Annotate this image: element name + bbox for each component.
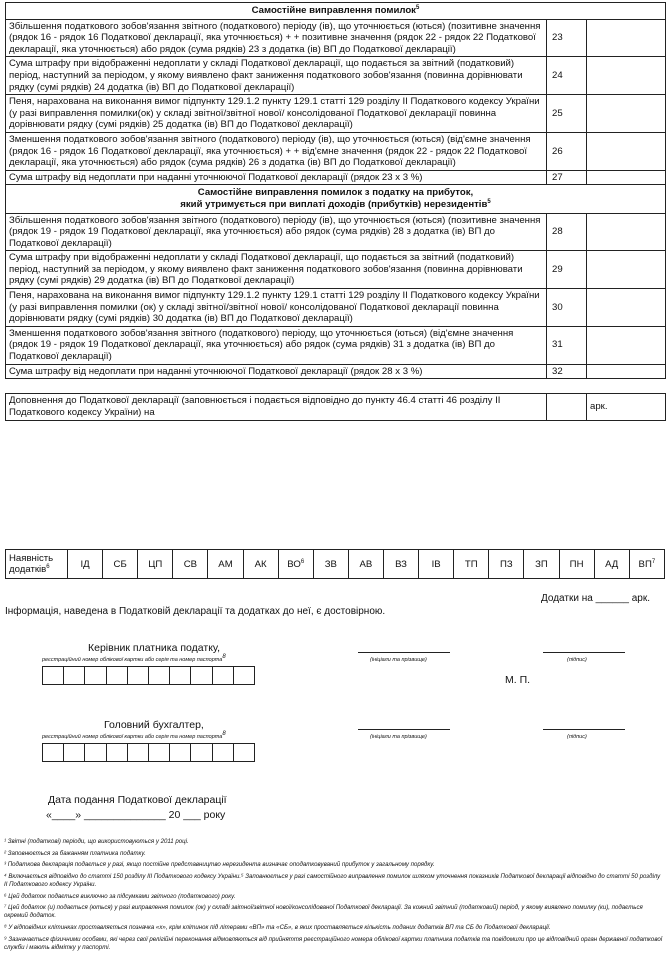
footnote-ref: 5 — [416, 4, 420, 11]
row-code: 24 — [547, 57, 587, 95]
row-value-cell[interactable] — [587, 364, 666, 379]
footnote: ¹ Звітні (податкові) періоди, що використовуються у 2011 році. — [4, 838, 189, 845]
addition-code-label: СБ — [113, 558, 127, 570]
footnote-ref: 6 — [300, 558, 305, 565]
section-header-nonresident — [6, 185, 666, 213]
submission-date-label: Дата подання Податкової декларації — [48, 794, 227, 806]
declaration-table — [5, 2, 666, 421]
footnote: ⁷ Цей додаток (и) подається (ються) у разі виправлення помилок (ок) у складі звітної/звітної нової/консолідованої Податкової декларації. За кожний звітний (податковий) період, у якому виявлено помилку (ки), подається окремий додаток. — [4, 904, 643, 920]
row-description: Сума штрафу при відображенні недоплати у складі Податкової декларації, що подається за звітний (податковий) період, наступний за періодом, у якому виявлено факт заниження податкового зобов'язання (повинна дорівнювати рядку (сумі рядків) 24 додатка (ів) ВП до Податкової декларації) — [6, 57, 547, 95]
accountant-id-note: реєстраційний номер облікової картки або серія та номер паспорта$^8$ — [42, 731, 226, 740]
row-code: 25 — [547, 95, 587, 133]
row-code: 32 — [547, 364, 587, 379]
additions-header-line2: додатків — [9, 564, 47, 575]
row-code: 29 — [547, 251, 587, 289]
accountant-initials-label: (ініціали та прізвище) — [370, 734, 427, 740]
head-id-note: реєстраційний номер облікової картки або серія та номер паспорта$^8$ — [42, 654, 226, 663]
section-title-line1: Самостійне виправлення помилок з податку на прибуток, — [197, 187, 474, 199]
addition-code-ІВ[interactable] — [419, 550, 454, 579]
footnote-ref: 6 — [46, 563, 50, 570]
table-row — [6, 95, 666, 133]
addition-code-ВЗ[interactable] — [383, 550, 418, 579]
addition-code-АВ[interactable] — [348, 550, 383, 579]
additions-sheets-count: Додатки на ______ арк. — [541, 593, 651, 604]
section-title-line2: який утримується при виплаті доходів (прибутків) нерезидентів — [180, 198, 488, 210]
addition-code-label: ЦП — [148, 558, 163, 570]
row-value-cell[interactable] — [587, 326, 666, 364]
supplements-unit: арк. — [587, 394, 666, 421]
accuracy-statement: Інформація, наведена в Податковій декларації та додатках до неї, є достовірною. — [5, 606, 386, 617]
table-row — [6, 19, 666, 57]
addition-code-label: СВ — [183, 558, 198, 570]
addition-code-ІД[interactable] — [68, 550, 103, 579]
spacer-row — [6, 379, 666, 394]
row-code: 26 — [547, 132, 587, 170]
addition-code-АМ[interactable] — [208, 550, 243, 579]
row-code: 27 — [547, 170, 587, 185]
addition-code-label: ІВ — [431, 558, 441, 570]
addition-code-label: ТП — [464, 558, 478, 570]
additions-header — [6, 550, 68, 579]
row-value-cell[interactable] — [587, 95, 666, 133]
footnote: ³ Податкова декларація подається у разі, якщо постійне представництво нерезидента визначає оподатковуваний прибуток у загальному порядку. — [4, 861, 435, 869]
footnote: ⁹ Зазначається фізичними особами, які через свої релігійні переконання відмовляються від прийняття реєстраційного номера облікової картки платника податків та повідомили про це відповідний орган державної податкової служби і мають відмітку у паспорті. — [4, 935, 663, 951]
row-description: Пеня, нарахована на виконання вимог підпункту 129.1.2 пункту 129.1 статті 129 розділу ІІ Податкового кодексу України (у разі виправлення помилки(ок) у складі звітної/звітної нової/ консолідованої Податкової декларації повинна дорівнювати рядку (сумі рядків) 25 додатка (ів) ВП до Податкової декларації) — [6, 95, 547, 133]
row-value-cell[interactable] — [587, 251, 666, 289]
row-code: 31 — [547, 326, 587, 364]
row-code: 28 — [547, 213, 587, 251]
head-initials-line[interactable] — [358, 652, 450, 653]
row-value-cell[interactable] — [587, 213, 666, 251]
row-value-cell[interactable] — [587, 170, 666, 185]
addition-code-ЗВ[interactable] — [313, 550, 348, 579]
table-row — [6, 213, 666, 251]
footnote: ⁴ Включається відповідно до статті 150 розділу ІІІ Податкового кодексу України.⁵ Заповнюється у разі самостійного виправлення помилок шляхом уточнення показників Податкової декларації відповідно до статті 50 розділу ІІ Податкового кодексу України. — [4, 872, 661, 888]
addition-code-СБ[interactable] — [103, 550, 138, 579]
supplements-row — [6, 394, 666, 421]
head-signature-label: (підпис) — [567, 657, 587, 663]
head-id-boxes[interactable] — [42, 666, 255, 685]
row-description: Зменшення податкового зобов'язання звітного (податкового) періоду (ів), що уточнюється (ються) (від'ємне значення (рядок 16 - рядок 16 Податкової декларації, яка уточнюється) + + від'ємне значення (рядок 22 - рядок 22 Податкової декларації, яка уточнюється) або рядок (сума рядків) 26 з додатка (ів) ВП до Податкової декларації) — [6, 132, 547, 170]
row-description: Сума штрафу від недоплати при наданні уточнюючої Податкової декларації (рядок 28 х 3 %) — [6, 364, 547, 379]
head-signature-line[interactable] — [543, 652, 625, 653]
addition-code-label: АМ — [218, 558, 233, 570]
accountant-role-label: Головний бухгалтер, — [104, 719, 204, 731]
row-description: Збільшення податкового зобов'язання звітного (податкового) періоду (ів), що уточнюється (ються) (позитивне значення (рядок 19 - рядок 19 Податкової декларації, яка уточнюється) або рядок (сума рядків) 28 з додатка (ів) ВП до Податкової декларації) — [6, 213, 547, 251]
row-value-cell[interactable] — [587, 132, 666, 170]
table-row — [6, 251, 666, 289]
addition-code-ВП[interactable] — [629, 550, 664, 579]
row-description: Сума штрафу від недоплати при наданні уточнюючої Податкової декларації (рядок 23 х 3 %) — [6, 170, 547, 185]
addition-code-label: ПН — [569, 558, 584, 570]
supplements-sheets-input[interactable] — [547, 394, 587, 421]
table-row — [6, 326, 666, 364]
additions-table — [5, 549, 665, 579]
row-description: Зменшення податкового зобов'язання звітного (податкового) періоду, що уточнюється (ються) (від'ємне значення (рядок 19 - рядок 19 Податкової декларації, яка уточнюється) або рядок (сума рядків) 31 з додатка (ів) ВП до Податкової декларації) — [6, 326, 547, 364]
footnote: ⁶ Цей додаток подається виключно за підсумками звітного (податкового) року. — [4, 892, 236, 900]
addition-code-ЦП[interactable] — [138, 550, 173, 579]
addition-code-АД[interactable] — [594, 550, 629, 579]
accountant-signature-line[interactable] — [543, 729, 625, 730]
row-description: Сума штрафу при відображенні недоплати у складі Податкової декларації, що подається за звітний (податковий) період, наступний за періодом, у якому виявлено факт заниження податкового зобов'язання (повинна дорівнювати рядку (сумі рядків) 29 додатка (ів) ВП до Податкової декларації) — [6, 251, 547, 289]
addition-code-label: АД — [605, 558, 619, 570]
addition-code-label: ВП — [638, 558, 652, 570]
addition-code-ТП[interactable] — [454, 550, 489, 579]
additions-header-line1: Наявність — [9, 553, 54, 564]
addition-code-label: ВЗ — [395, 558, 407, 570]
head-initials-label: (ініціали та прізвище) — [370, 657, 427, 663]
row-value-cell[interactable] — [587, 57, 666, 95]
addition-code-АК[interactable] — [243, 550, 278, 579]
addition-code-label: ЗВ — [324, 558, 337, 570]
addition-code-ПЗ[interactable] — [489, 550, 524, 579]
stamp-place: М. П. — [505, 674, 531, 686]
row-code: 30 — [547, 289, 587, 327]
footnotes — [4, 838, 664, 955]
supplements-description: Доповнення до Податкової декларації (заповнюється і подається відповідно до пункту 46.4 статті 46 розділу ІІ Податкового кодексу України) на — [6, 394, 547, 421]
table-row — [6, 132, 666, 170]
addition-code-ЗП[interactable] — [524, 550, 559, 579]
row-description: Пеня, нарахована на виконання вимог підпункту 129.1.2 пункту 129.1 статті 129 розділу ІІ Податкового кодексу України (у разі виправлення помилки (ок) у складі звітної/звітної нової/ консолідованої Податкової декларації повинна дорівнювати рядку (сумі рядків) 30 додатка (ів) ВП до Податкової декларації) — [6, 289, 547, 327]
footnote-ref: 5 — [487, 198, 491, 205]
table-row — [6, 364, 666, 379]
table-row — [6, 57, 666, 95]
row-code: 23 — [547, 19, 587, 57]
addition-code-label: АВ — [359, 558, 373, 570]
section-title: Самостійне виправлення помилок — [251, 5, 416, 16]
submission-date-field[interactable]: «____» ______________ 20 ___ року — [46, 809, 226, 821]
addition-code-label: ЗП — [535, 558, 548, 570]
row-value-cell[interactable] — [587, 19, 666, 57]
footnote: ⁸ У відповідних клітинках проставляється позначка «х», крім клітинок під літерами «ВП» та «СБ», в яких проставляється кількість поданих додатків ВП та СБ до Податкової декларації. — [4, 923, 551, 931]
section-header-self-correction — [6, 3, 666, 20]
addition-code-label: ІД — [80, 558, 90, 570]
addition-code-ВО[interactable] — [278, 550, 313, 579]
accountant-id-boxes[interactable] — [42, 743, 255, 762]
addition-code-СВ[interactable] — [173, 550, 208, 579]
table-row — [6, 170, 666, 185]
head-role-label: Керівник платника податку, — [88, 642, 221, 654]
addition-code-label: ВО — [287, 558, 301, 570]
row-value-cell[interactable] — [587, 289, 666, 327]
footnote: ² Заповнюється за бажанням платника податку. — [4, 849, 146, 857]
addition-code-ПН[interactable] — [559, 550, 594, 579]
accountant-initials-line[interactable] — [358, 729, 450, 730]
accountant-signature-label: (підпис) — [567, 734, 587, 740]
addition-code-label: АК — [254, 558, 267, 570]
table-row — [6, 289, 666, 327]
footnote-ref: 7 — [651, 558, 656, 565]
row-description: Збільшення податкового зобов'язання звітного (податкового) періоду (ів), що уточнюється (ються) (позитивне значення (рядок 16 - рядок 16 Податкової декларації, яка уточнюється) + + позитивне значення (рядок 22 - рядок 22 Податкової декларації, яка уточнюється) або рядок (сума рядків) 23 з додатка (ів) ВП до Податкової декларації) — [6, 19, 547, 57]
addition-code-label: ПЗ — [500, 558, 513, 570]
